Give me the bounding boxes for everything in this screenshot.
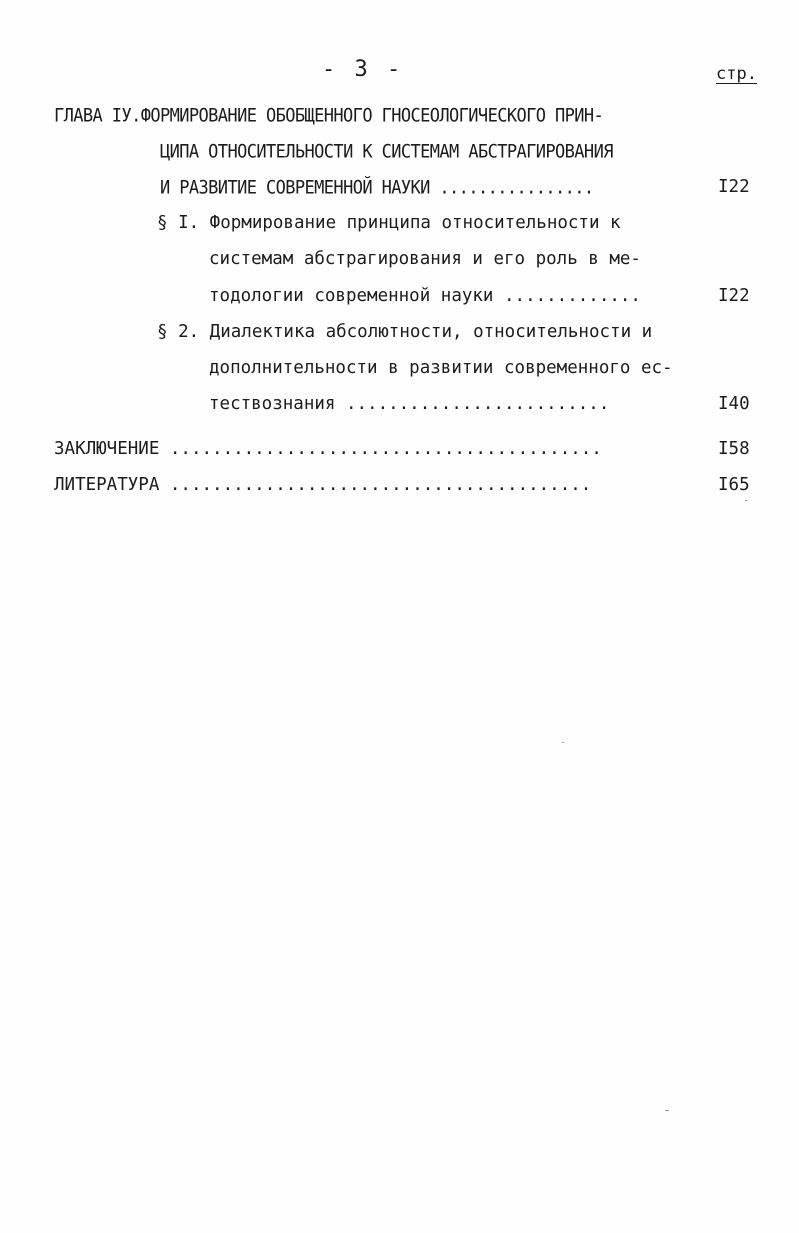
chapter-title-line-2: ЦИПА ОТНОСИТЕЛЬНОСТИ К СИСТЕМАМ АБСТРАГИРОВАНИЯ <box>160 141 613 163</box>
chapter-title-line-1: ГЛАВА IУ.ФОРМИРОВАНИЕ ОБОБЩЕННОГО ГНОСЕОЛОГИЧЕСКОГО ПРИН- <box>54 105 604 127</box>
section-2-line-3: тествознания ......................... <box>209 394 610 414</box>
page-column-label: стр. <box>716 64 757 84</box>
section-1-line-1: § I. Формирование принципа относительности к <box>157 213 621 233</box>
section-2-page-number: I40 <box>718 394 750 414</box>
section-2-line-2: дополнительности в развитии современного ес- <box>209 358 673 378</box>
conclusion-page-number: I58 <box>718 439 750 459</box>
page-number: - 3 - <box>322 57 404 82</box>
scan-speck <box>562 742 564 743</box>
literature-entry: ЛИТЕРАТУРА ........................................ <box>54 475 592 495</box>
scan-speck <box>745 500 747 501</box>
chapter-title-line-3: И РАЗВИТИЕ СОВРЕМЕННОЙ НАУКИ ................ <box>160 177 594 199</box>
section-2-line-1: § 2. Диалектика абсолютности, относительности и <box>157 322 653 342</box>
section-1-line-3: тодологии современной науки ............. <box>209 286 641 306</box>
conclusion-entry: ЗАКЛЮЧЕНИЕ ......................................... <box>54 439 602 459</box>
section-1-page-number: I22 <box>718 286 750 306</box>
section-1-line-2: системам абстрагирования и его роль в ме- <box>209 249 641 269</box>
chapter-page-number: I22 <box>718 177 750 197</box>
literature-page-number: I65 <box>718 475 750 495</box>
scan-speck <box>665 1110 669 1111</box>
